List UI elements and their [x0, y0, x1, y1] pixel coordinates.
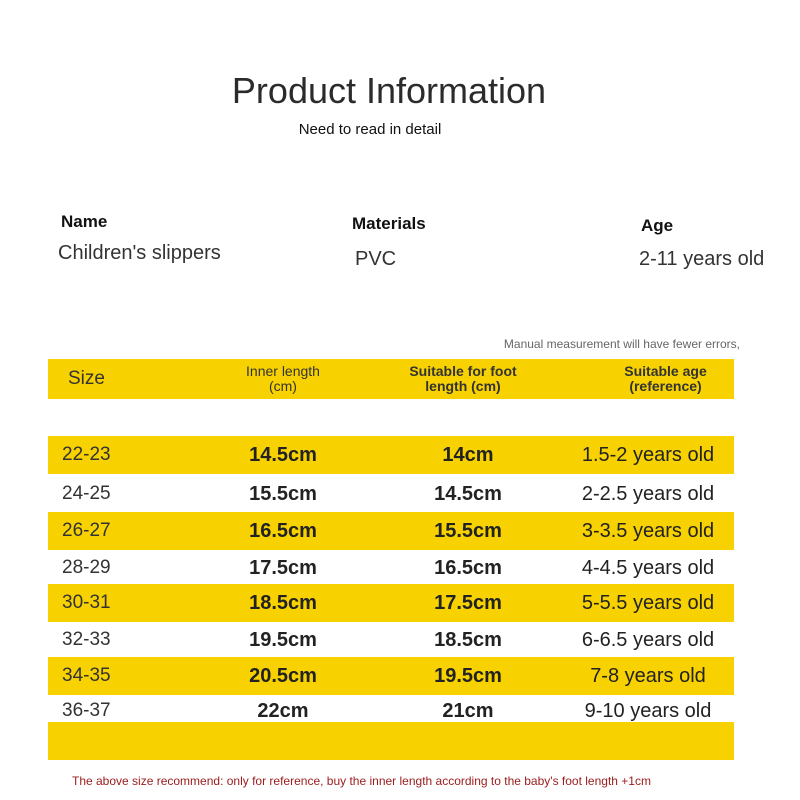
inner-length-cell: 17.5cm	[249, 556, 317, 579]
age-value: 2-11 years old	[639, 248, 765, 270]
age-cell: 9-10 years old	[584, 699, 712, 722]
page-subtitle: Need to read in detail	[298, 121, 442, 138]
inner-length-cell: 14.5cm	[249, 443, 317, 466]
foot-length-cell: 17.5cm	[434, 591, 502, 614]
column-header-age: Suitable age (reference)	[624, 363, 707, 394]
column-header-foot-length: Suitable for foot length (cm)	[409, 363, 517, 394]
table-row	[48, 657, 734, 695]
inner-length-cell: 20.5cm	[249, 664, 317, 687]
foot-length-cell: 18.5cm	[434, 628, 502, 651]
table-row	[48, 475, 734, 513]
column-header-size: Size	[68, 368, 105, 390]
foot-length-cell: 14.5cm	[434, 482, 502, 505]
size-cell: 28-29	[62, 557, 111, 578]
foot-length-cell: 14cm	[442, 443, 494, 466]
table-row	[48, 621, 734, 659]
name-value: Children's slippers	[58, 242, 221, 264]
inner-length-cell: 16.5cm	[249, 519, 317, 542]
age-label: Age	[641, 216, 674, 235]
age-cell: 4-4.5 years old	[581, 556, 715, 579]
size-cell: 34-35	[62, 665, 111, 686]
age-cell: 7-8 years old	[590, 664, 706, 687]
page-title: Product Information	[231, 70, 547, 111]
age-cell: 5-5.5 years old	[581, 591, 715, 614]
size-footnote: The above size recommend: only for reference, buy the inner length according to the baby's foot length +1cm	[72, 774, 651, 788]
measurement-note: Manual measurement will have fewer errors,	[503, 337, 740, 351]
table-row	[48, 584, 734, 622]
foot-length-cell: 16.5cm	[434, 556, 502, 579]
foot-length-cell: 21cm	[442, 699, 494, 722]
foot-length-cell: 19.5cm	[434, 664, 502, 687]
table-row	[48, 512, 734, 550]
size-cell: 30-31	[62, 592, 111, 613]
size-cell: 22-23	[62, 444, 111, 465]
table-footer-bar	[48, 722, 734, 760]
age-cell: 3-3.5 years old	[581, 519, 715, 542]
size-cell: 24-25	[62, 483, 111, 504]
table-row	[48, 436, 734, 474]
inner-length-cell: 15.5cm	[249, 482, 317, 505]
age-cell: 6-6.5 years old	[581, 628, 715, 651]
foot-length-cell: 15.5cm	[434, 519, 502, 542]
column-header-inner-length: Inner length (cm)	[246, 363, 320, 394]
size-table-header	[48, 359, 734, 399]
inner-length-cell: 18.5cm	[249, 591, 317, 614]
age-cell: 1.5-2 years old	[581, 443, 715, 466]
materials-label: Materials	[352, 214, 426, 233]
name-label: Name	[61, 212, 108, 231]
materials-value: PVC	[355, 248, 397, 270]
age-cell: 2-2.5 years old	[581, 482, 715, 505]
inner-length-cell: 22cm	[257, 699, 309, 722]
inner-length-cell: 19.5cm	[249, 628, 317, 651]
size-cell: 36-37	[62, 700, 111, 721]
table-row	[48, 549, 734, 587]
size-cell: 26-27	[62, 520, 111, 541]
size-cell: 32-33	[62, 629, 111, 650]
